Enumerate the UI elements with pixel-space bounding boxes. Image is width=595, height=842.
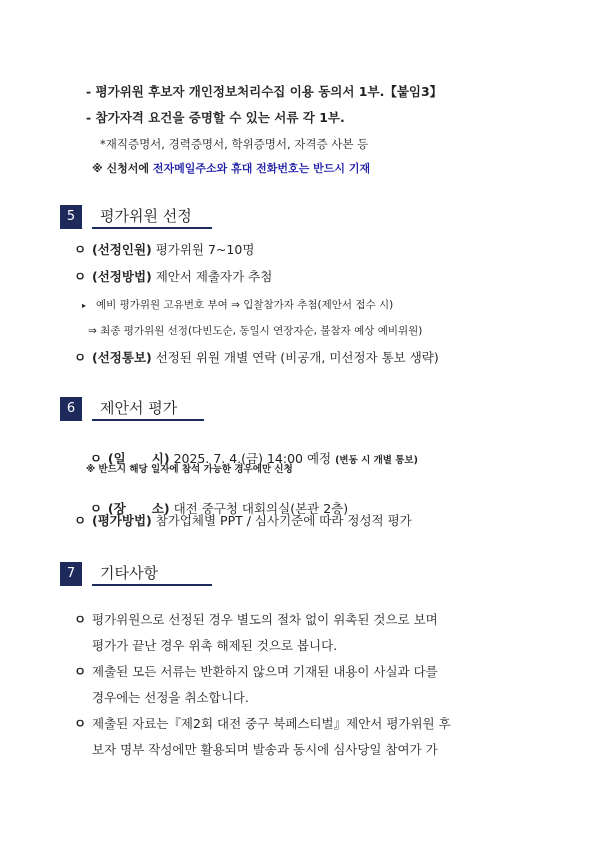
paragraph-item: [74, 612, 438, 628]
bullet: ㅇ: [74, 242, 87, 257]
bullet: ㅇ: [74, 664, 87, 679]
bullet: ㅇ: [74, 269, 87, 284]
section-title: 제안서 평가: [92, 397, 204, 421]
bullet: ㅇ: [89, 451, 102, 466]
section-title: 평가위원 선정: [92, 205, 212, 229]
item-label: (장 소): [107, 501, 170, 516]
bullet: ㅇ: [89, 501, 102, 516]
bullet: ㅇ: [74, 513, 87, 528]
sub-item: ⇒ 최종 평가위원 선정(다빈도순, 동일시 연장자순, 불참자 예상 예비위원): [88, 325, 423, 337]
section-number: 6: [60, 397, 82, 421]
sub-item-text: 예비 평가위원 고유번호 부여 ⇒ 입찰참가자 추첨(제안서 접수 시): [96, 299, 394, 311]
item-label: (선정방법): [92, 269, 152, 284]
qualification-examples: *재직증명서, 경력증명서, 학위증명서, 자격증 사본 등: [100, 137, 369, 151]
triangle-icon: ▸: [82, 301, 87, 310]
qualification-line: - 참가자격 요건을 증명할 수 있는 서류 각 1부.: [86, 110, 345, 125]
item-label: (일 시): [107, 451, 170, 466]
note-highlight: 전자메일주소와 휴대 전화번호는 반드시 기재: [152, 162, 371, 175]
sub-item: [82, 297, 393, 314]
paragraph-text: 제출된 모든 서류는 반환하지 않으며 기재된 내용이 사실과 다를: [92, 664, 438, 679]
item-label: (선정인원): [92, 242, 152, 257]
attachment-line: - 평가위원 후보자 개인정보처리수집 이용 동의서 1부.【붙임3】: [86, 84, 443, 99]
item-text: 2025. 7. 4.(금) 14:00 예정: [169, 451, 336, 466]
application-note: [92, 161, 370, 177]
item-text: 참가업체별 PPT / 심사기준에 따라 정성적 평가: [151, 513, 412, 528]
bullet: ㅇ: [74, 350, 87, 365]
paragraph-continuation: 보자 명부 작성에만 활용되며 발송과 동시에 심사당일 참여가 가: [92, 742, 438, 757]
item-label: (평가방법): [92, 513, 152, 528]
paragraph-item: [74, 716, 451, 732]
item-text: 제안서 제출자가 추첨: [151, 269, 273, 284]
date-note: ※ 반드시 해당 일자에 참석 가능한 경우에만 신청: [86, 464, 293, 475]
paragraph-item: [74, 664, 438, 680]
list-item: [74, 269, 272, 285]
bullet: ㅇ: [74, 612, 87, 627]
section-number: 5: [60, 205, 82, 229]
list-item: [74, 513, 412, 529]
item-text: 선정된 위원 개별 연락 (비공개, 미선정자 통보 생략): [151, 350, 439, 365]
note-prefix: ※ 신청서에: [92, 162, 153, 175]
list-item: [74, 350, 439, 366]
item-note: (변동 시 개별 통보): [335, 455, 418, 466]
item-text: 평가위원 7~10명: [151, 242, 255, 257]
paragraph-continuation: 경우에는 선정을 취소합니다.: [92, 690, 249, 705]
paragraph-text: 제출된 자료는『제2회 대전 중구 북페스티벌』제안서 평가위원 후: [92, 716, 451, 731]
item-label: (선정통보): [92, 350, 152, 365]
section-title: 기타사항: [92, 562, 212, 586]
paragraph-text: 평가위원으로 선정된 경우 별도의 절차 없이 위촉된 것으로 보며: [92, 612, 438, 627]
section-number: 7: [60, 562, 82, 586]
bullet: ㅇ: [74, 716, 87, 731]
item-text: 대전 중구청 대회의실(본관 2층): [169, 501, 349, 516]
paragraph-continuation: 평가가 끝난 경우 위촉 해제된 것으로 봅니다.: [92, 638, 338, 653]
list-item: [74, 242, 254, 258]
